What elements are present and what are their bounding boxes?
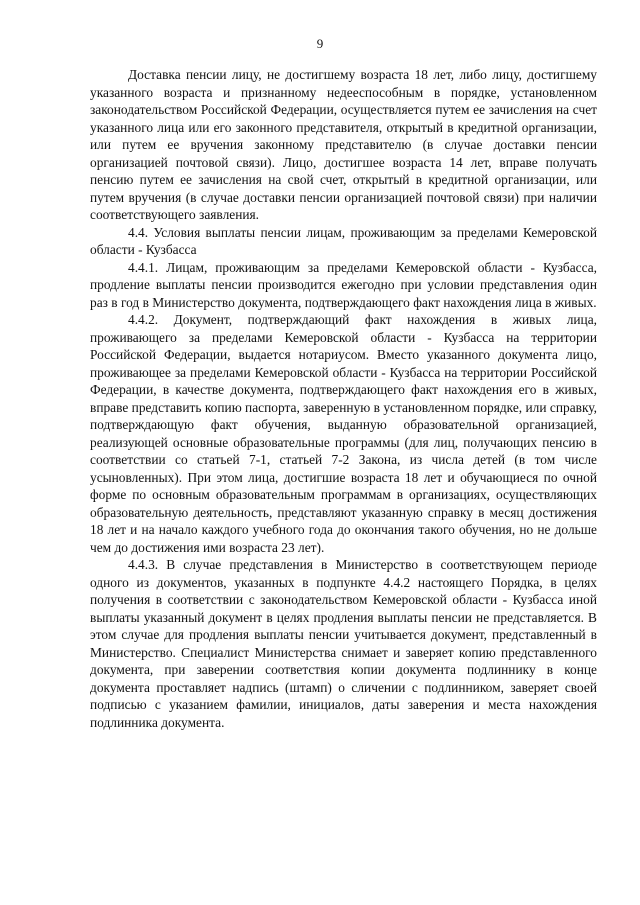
- paragraph-4-4-3: 4.4.3. В случае представления в Министерство в соответствующем периоде одного из документов, указанных в подпункте 4.4.2 настоящего Порядка, в целях получения в соответствии с законодательством Кемеровской области - Кузбасса иной выплаты указанный документ в целях продления выплаты пенсии не представляется. В этом случае для продления выплаты пенсии учитывается документ, представленный в Министерство. Специалист Министерства снимает и заверяет копию представленного документа, при заверении соответствия копии документа подлиннику в конце документа проставляет надпись (штамп) о сличении с подлинником, заверяет своей подписью с указанием фамилии, инициалов, даты заверения и места нахождения подлинника документа.: [90, 557, 597, 730]
- page-number: 9: [316, 36, 324, 51]
- section-heading-4-4: 4.4. Условия выплаты пенсии лицам, проживающим за пределами Кемеровской области - Кузбасса: [90, 224, 597, 257]
- paragraph-4-4-2: 4.4.2. Документ, подтверждающий факт нахождения в живых лица, проживающего за пределами Кемеровской области - Кузбасса на территории Российской Федерации, выдается нотариусом. Вместо указанного документа лицо, проживающее за пределами Кемеровской области - Кузбасса на территории Российской Федерации, в качестве документа, подтверждающего факт нахождения его в живых, вправе представить копию паспорта, заверенную в установленном порядке, или справку, подтверждающую факт обучения, выданную образовательной организацией, реализующей основные образовательные программы (для лиц, получающих пенсию в соответствии со статьей 7-1, статьей 7-2 Закона, из числа детей (в том числе усыновленных). При этом лица, достигшие возраста 18 лет и обучающиеся по очной форме по основным образовательным программам в организациях, осуществляющих образовательную деятельность, представляют указанную справку в месяц достижения 18 лет и на начало каждого учебного года до окончания такого обучения, но не дольше чем до достижения ими возраста 23 лет).: [90, 312, 597, 555]
- document-body: [90, 66, 597, 731]
- paragraph-pension-delivery-minors: Доставка пенсии лицу, не достигшему возраста 18 лет, либо лицу, достигшему указанного возраста и признанному недееспособным в порядке, установленном законодательством Российской Федерации, осуществляется путем ее зачисления на счет указанного лица или его законного представителя, открытый в кредитной организации, или путем ее вручения законному представителю (в случае доставки пенсии организацией почтовой связи). Лицо, достигшее возраста 14 лет, вправе получать пенсию путем ее зачисления на свой счет, открытый в кредитной организации, или путем вручения (в случае доставки пенсии организацией почтовой связи) при наличии соответствующего заявления.: [90, 67, 597, 222]
- paragraph-4-4-1: 4.4.1. Лицам, проживающим за пределами Кемеровской области - Кузбасса, продление выплаты пенсии производится ежегодно при условии представления один раз в год в Министерство документа, подтверждающего факт нахождения лица в живых.: [90, 259, 597, 310]
